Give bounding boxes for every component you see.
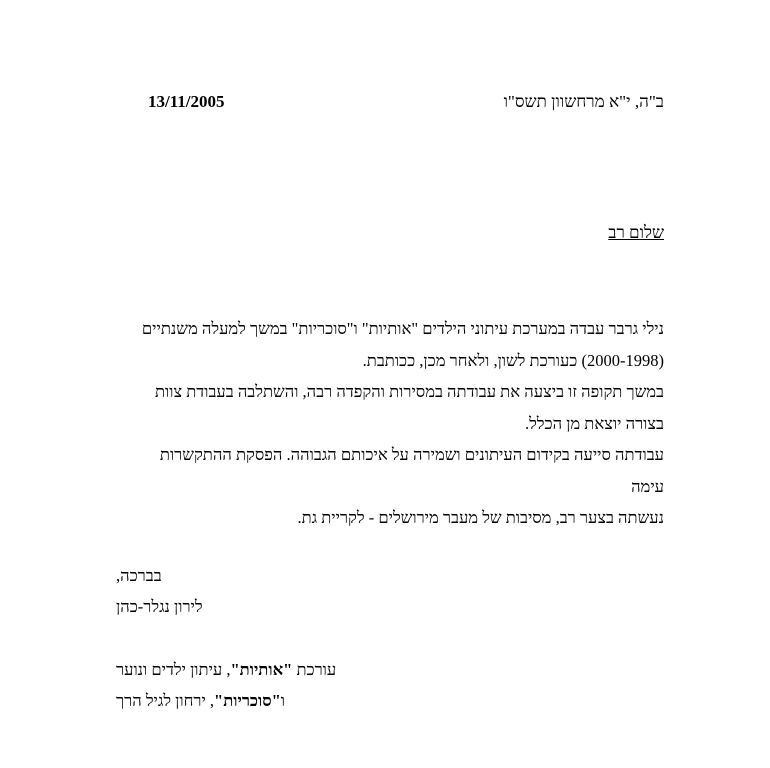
role-line-1 bbox=[116, 654, 336, 685]
body-line: בצורה יוצאת מן הכלל. bbox=[524, 413, 664, 433]
body-line: (2000-1998) כעורכת לשון, ולאחר מכן, ככותבת. bbox=[362, 350, 664, 370]
letter-body bbox=[124, 313, 664, 534]
role-line-2-suffix: , ירחון לגיל הרך bbox=[116, 691, 215, 710]
blessing: בברכה, bbox=[116, 566, 162, 585]
body-line: עבודתה סייעה בקידום העיתונים ושמירה על איכותם הגבוהה. הפסקת ההתקשרות עימה bbox=[159, 445, 664, 496]
role-line-1-prefix: עורכת bbox=[292, 660, 337, 679]
greeting-title: שלום רב bbox=[608, 223, 664, 242]
body-line: במשך תקופה זו ביצעה את עבודתה במסירות והקפדה רבה, והשתלבה בעבודת צוות bbox=[154, 382, 664, 401]
body-line: נעשתה בצער רב, מסיבות של מעבר מירושלים - לקריית גת. bbox=[297, 508, 664, 527]
body-line: נילי גרבר עבדה במערכת עיתוני הילדים "אותיות" ו"סוכריות" במשך למעלה משנתיים bbox=[141, 319, 664, 338]
hebrew-date: ב"ה, י"א מרחשוון תשס"ו bbox=[503, 92, 664, 111]
closing-block bbox=[116, 560, 203, 622]
signer-role-block bbox=[116, 654, 336, 716]
role-line-1-suffix: , עיתון ילדים ונוער bbox=[116, 660, 231, 679]
role-line-2 bbox=[116, 685, 336, 716]
role-line-2-publication: "סוכריות" bbox=[214, 691, 281, 710]
signer-name: לירון נגלר-כהן bbox=[116, 597, 203, 616]
gregorian-date: 13/11/2005 bbox=[148, 92, 225, 111]
role-line-2-prefix: ו bbox=[280, 691, 285, 710]
role-line-1-publication: "אותיות" bbox=[230, 660, 293, 679]
